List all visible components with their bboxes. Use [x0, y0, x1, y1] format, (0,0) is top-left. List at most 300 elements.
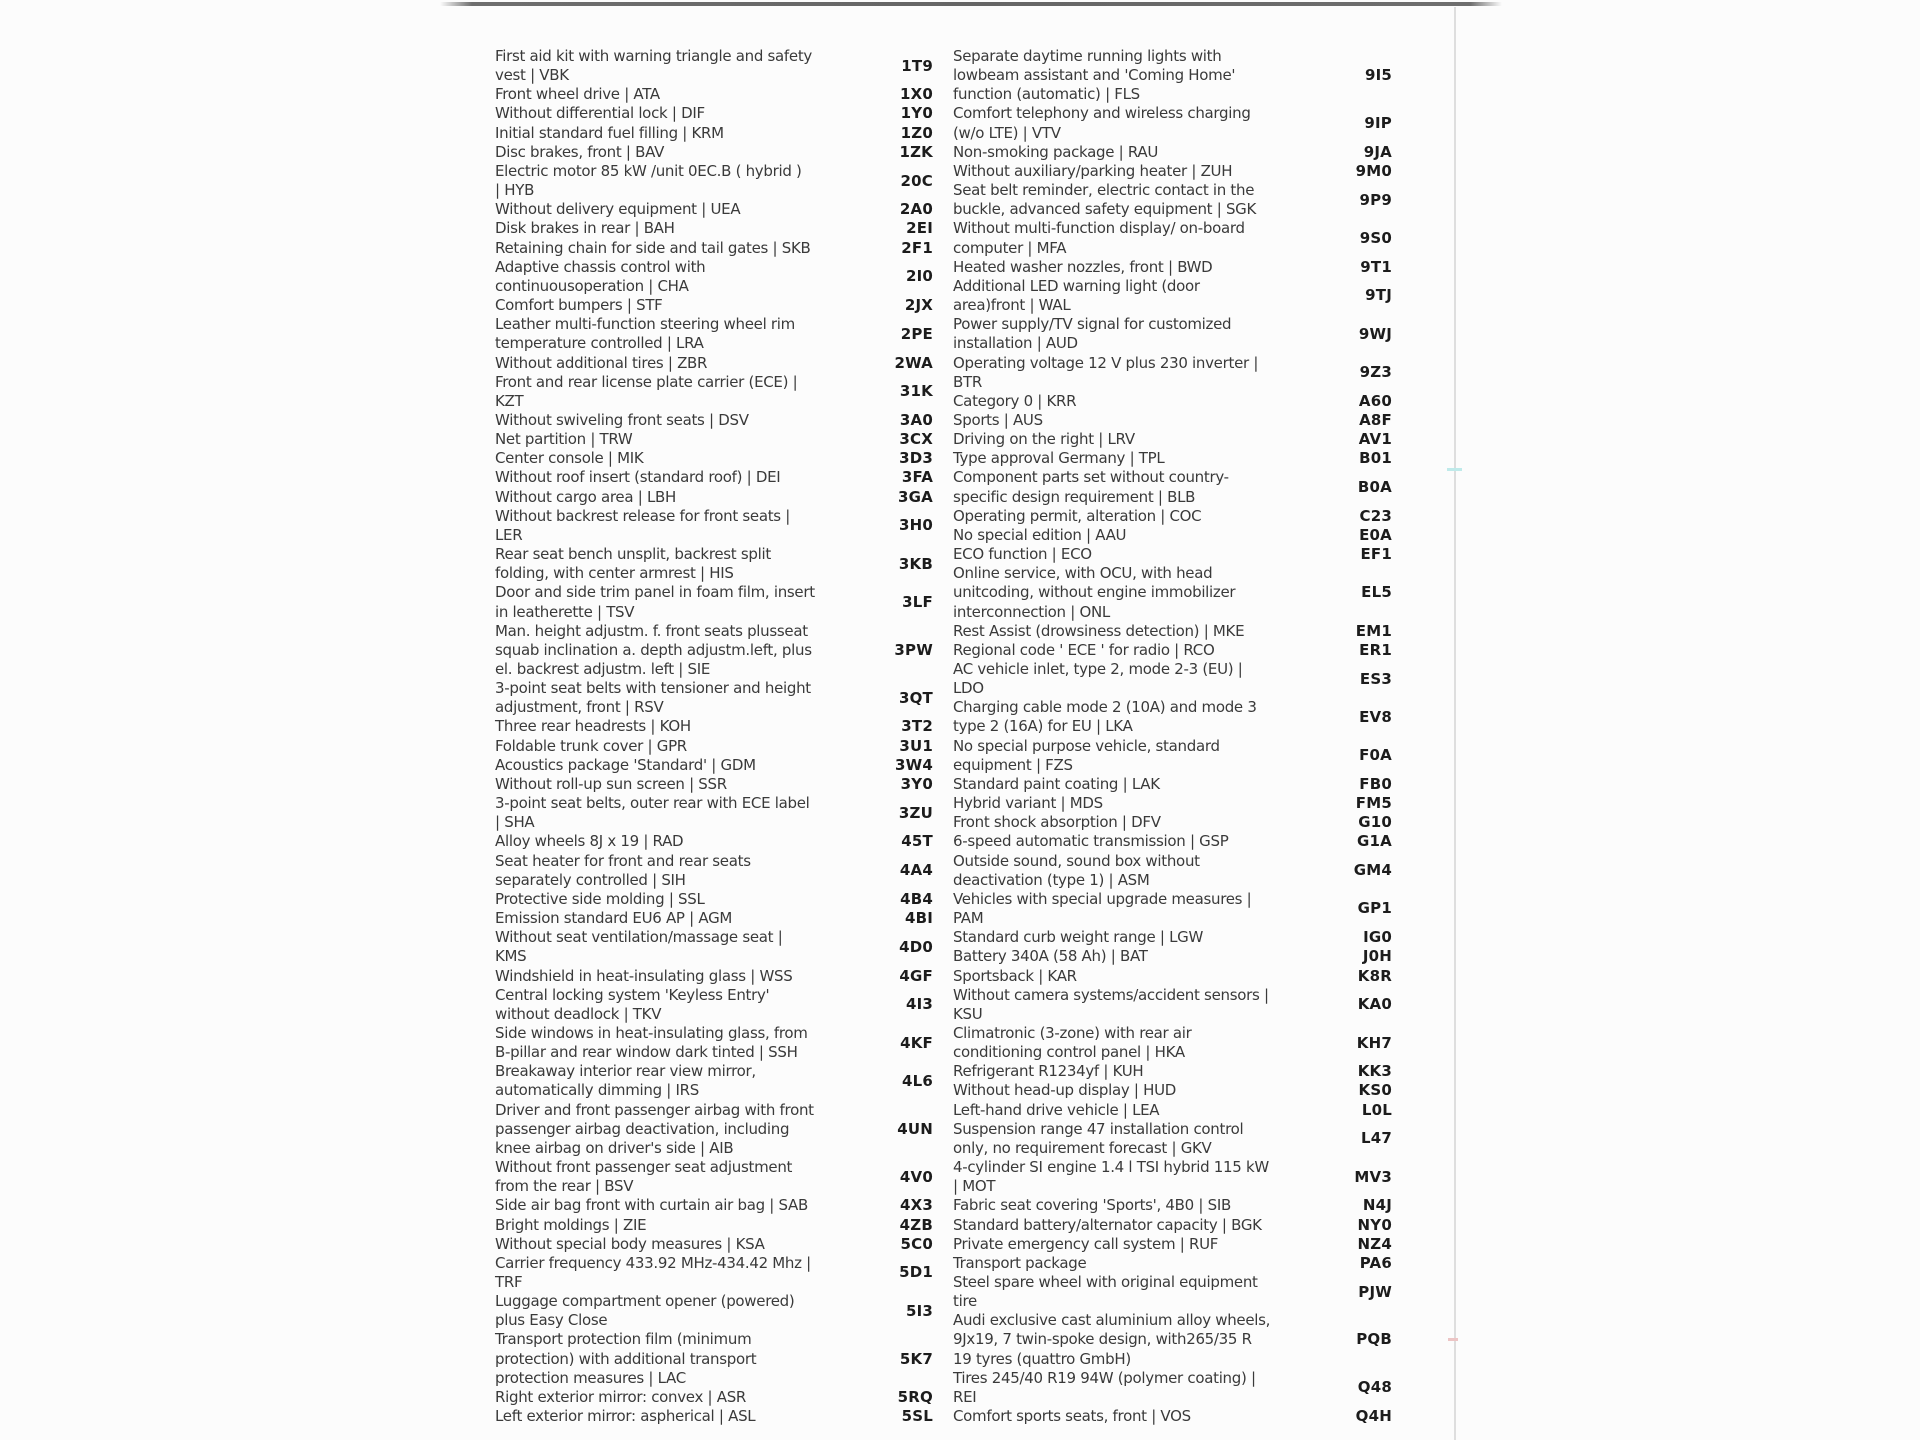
option-description	[953, 1101, 1257, 1120]
option-description-line: Audi exclusive cast aluminium alloy wheels,	[953, 1311, 1271, 1330]
option-code: IG0	[1363, 928, 1392, 947]
option-code: 2A0	[899, 200, 933, 219]
option-row	[495, 411, 933, 430]
option-description	[495, 1196, 808, 1215]
option-code: 2JX	[904, 296, 933, 315]
option-description	[953, 832, 1257, 851]
option-description-line: Charging cable mode 2 (10A) and mode 3	[953, 698, 1257, 717]
option-row	[953, 967, 1392, 986]
option-code: 9IP	[1364, 114, 1392, 133]
option-description	[953, 1196, 1257, 1215]
option-description-line: Protective side molding | SSL	[495, 889, 705, 908]
option-code: 3A0	[899, 410, 933, 429]
option-description-line: Climatronic (3-zone) with rear air	[953, 1023, 1192, 1042]
option-description-line: in leatherette | TSV	[495, 602, 635, 621]
option-row	[953, 162, 1392, 181]
option-row	[953, 354, 1392, 392]
option-description-line: without deadlock | TKV	[495, 1004, 662, 1023]
option-description-line: Without auxiliary/parking heater | ZUH	[953, 161, 1233, 180]
option-description-line: protection measures | LAC	[495, 1368, 686, 1387]
option-description-line: KSU	[953, 1004, 983, 1023]
option-description-line: 3-point seat belts with tensioner and height	[495, 679, 811, 698]
right-options-table	[953, 47, 1392, 1426]
option-row	[953, 1407, 1392, 1426]
option-code: 4X3	[899, 1196, 933, 1215]
option-code: ER1	[1359, 640, 1392, 659]
option-description	[953, 794, 1257, 813]
option-description	[495, 143, 799, 162]
page-fold-line	[1454, 7, 1456, 1440]
option-description-line: Without roll-up sun screen | SSR	[495, 774, 727, 793]
option-row	[953, 1081, 1392, 1100]
option-description-line: from the rear | BSV	[495, 1177, 634, 1196]
option-code: 9S0	[1359, 228, 1392, 247]
option-description	[953, 986, 1269, 1024]
option-description	[953, 1273, 1258, 1311]
option-code: 3QT	[898, 688, 933, 707]
option-row	[953, 219, 1392, 257]
option-description-line: Side air bag front with curtain air bag | SAB	[495, 1196, 808, 1215]
option-description-line: Three rear headrests | KOH	[495, 717, 691, 736]
option-description	[495, 430, 799, 449]
option-description	[495, 296, 799, 315]
option-description-line: Without additional tires | ZBR	[495, 353, 708, 372]
option-row	[495, 219, 933, 238]
option-row	[953, 277, 1392, 315]
option-code: J0H	[1362, 947, 1392, 966]
option-row	[953, 468, 1392, 506]
option-description	[495, 1062, 799, 1100]
option-row	[953, 986, 1392, 1024]
option-row	[495, 852, 933, 890]
option-description-line: | MOT	[953, 1177, 996, 1196]
option-row	[495, 679, 933, 717]
option-description-line: Suspension range 47 installation control	[953, 1119, 1244, 1138]
option-row	[495, 239, 933, 258]
option-description	[953, 1311, 1270, 1368]
option-row	[953, 545, 1392, 564]
option-code: B01	[1359, 449, 1392, 468]
option-row	[495, 258, 933, 296]
option-description	[495, 1292, 799, 1330]
option-row	[495, 909, 933, 928]
option-code: 3U1	[899, 736, 933, 755]
option-code: 9T1	[1360, 257, 1392, 276]
option-code: C23	[1359, 506, 1392, 525]
option-row	[953, 143, 1392, 162]
option-row	[495, 104, 933, 123]
option-description-line: Initial standard fuel filling | KRM	[495, 123, 724, 142]
option-row	[495, 622, 933, 679]
option-code: 20C	[900, 171, 933, 190]
option-description	[953, 430, 1257, 449]
option-description-line: No special purpose vehicle, standard	[953, 736, 1220, 755]
option-description-line: LER	[495, 525, 523, 544]
option-description-line: Rest Assist (drowsiness detection) | MKE	[953, 621, 1245, 640]
option-description	[953, 1120, 1257, 1158]
option-description-line: Power supply/TV signal for customized	[953, 315, 1232, 334]
option-row	[953, 1216, 1392, 1235]
option-code: 4V0	[899, 1167, 933, 1186]
option-code: 4KF	[900, 1033, 933, 1052]
option-code: 4B4	[900, 889, 933, 908]
option-description-line: Without head-up display | HUD	[953, 1081, 1177, 1100]
option-description	[495, 239, 811, 258]
option-row	[953, 1254, 1392, 1273]
option-description	[953, 890, 1257, 928]
option-description-line: Standard curb weight range | LGW	[953, 928, 1203, 947]
option-row	[495, 1407, 933, 1426]
option-row	[953, 794, 1392, 813]
option-description	[495, 219, 799, 238]
option-row	[495, 583, 933, 621]
option-description-line: Without front passenger seat adjustment	[495, 1158, 793, 1177]
option-description	[495, 852, 799, 890]
option-description	[495, 85, 799, 104]
option-description-line: Without swiveling front seats | DSV	[495, 410, 749, 429]
option-code: KK3	[1357, 1062, 1392, 1081]
option-description-line: Left-hand drive vehicle | LEA	[953, 1100, 1160, 1119]
option-description-line: ECO function | ECO	[953, 545, 1092, 564]
option-description-line: deactivation (type 1) | ASM	[953, 870, 1150, 889]
option-description-line: protection) with additional transport	[495, 1349, 757, 1368]
option-row	[953, 47, 1392, 104]
option-description-line: Driver and front passenger airbag with front	[495, 1100, 814, 1119]
option-row	[953, 660, 1392, 698]
option-row	[495, 986, 933, 1024]
option-code: 45T	[901, 832, 933, 851]
option-row	[953, 430, 1392, 449]
option-row	[495, 1330, 933, 1387]
option-row	[495, 545, 933, 583]
option-code: E0A	[1359, 525, 1392, 544]
option-row	[495, 200, 933, 219]
option-row	[495, 1216, 933, 1235]
option-description-line: Front wheel drive | ATA	[495, 85, 660, 104]
option-row	[495, 756, 933, 775]
option-description-line: Carrier frequency 433.92 MHz-434.42 Mhz |	[495, 1253, 811, 1272]
option-description	[953, 928, 1257, 947]
option-description-line: Online service, with OCU, with head	[953, 564, 1213, 583]
option-code: Q4H	[1355, 1407, 1392, 1426]
option-code: 4A4	[899, 861, 933, 880]
option-description-line: 9Jx19, 7 twin-spoke design, with265/35 R	[953, 1330, 1252, 1349]
option-code: 3D3	[899, 449, 933, 468]
option-row	[495, 717, 933, 736]
option-description	[953, 449, 1257, 468]
option-code: EL5	[1361, 583, 1392, 602]
option-description-line: Standard paint coating | LAK	[953, 774, 1160, 793]
option-description-line: 3-point seat belts, outer rear with ECE label	[495, 794, 810, 813]
option-description-line: AC vehicle inlet, type 2, mode 2-3 (EU) |	[953, 660, 1243, 678]
option-code: PJW	[1358, 1282, 1392, 1301]
option-code: N4J	[1362, 1196, 1392, 1215]
option-code: GP1	[1357, 899, 1392, 918]
option-description	[953, 219, 1257, 257]
option-code: 3Y0	[900, 774, 933, 793]
option-row	[495, 890, 933, 909]
option-description-line: Component parts set without country-	[953, 468, 1229, 487]
option-description-line: Fabric seat covering 'Sports', 4B0 | SIB	[953, 1196, 1231, 1215]
option-code: 1ZK	[899, 142, 933, 161]
option-description	[953, 507, 1257, 526]
option-row	[953, 564, 1392, 621]
option-description	[495, 775, 799, 794]
option-description-line: squab inclination a. depth adjustm.left, plus	[495, 640, 812, 659]
option-description-line: Vehicles with special upgrade measures |	[953, 889, 1252, 908]
option-description	[953, 622, 1257, 641]
option-description-line: Without special body measures | KSA	[495, 1234, 765, 1253]
option-description-line: Without differential lock | DIF	[495, 104, 705, 123]
option-description-line: | HYB	[495, 181, 535, 200]
option-description-line: B-pillar and rear window dark tinted | SSH	[495, 1043, 798, 1062]
option-row	[953, 928, 1392, 947]
option-description-line: Leather multi-function steering wheel rim	[495, 315, 795, 334]
option-description-line: Comfort bumpers | STF	[495, 296, 663, 315]
option-code: L47	[1360, 1129, 1392, 1148]
option-description	[495, 737, 799, 756]
option-description-line: Private emergency call system | RUF	[953, 1234, 1219, 1253]
option-description	[953, 775, 1257, 794]
option-description-line: 19 tyres (quattro GmbH)	[953, 1349, 1131, 1368]
option-description	[495, 967, 799, 986]
option-description-line: 4-cylinder SI engine 1.4 l TSI hybrid 115 kW	[953, 1158, 1269, 1177]
option-code: 4UN	[897, 1119, 933, 1138]
option-row	[953, 813, 1392, 832]
option-description-line: No special edition | AAU	[953, 525, 1127, 544]
option-description-line: Type approval Germany | TPL	[953, 449, 1165, 468]
option-description-line: vest | VBK	[495, 66, 569, 85]
option-description-line: conditioning control panel | HKA	[953, 1043, 1185, 1062]
option-description	[953, 526, 1257, 545]
option-code: 9WJ	[1358, 324, 1392, 343]
option-description	[953, 852, 1257, 890]
option-row	[953, 181, 1392, 219]
option-code: 2F1	[901, 238, 933, 257]
option-description	[495, 1158, 799, 1196]
option-description-line: Without roof insert (standard roof) | DEI	[495, 468, 781, 487]
option-code: MV3	[1354, 1167, 1392, 1186]
option-description-line: area)front | WAL	[953, 296, 1071, 315]
option-description-line: interconnection | ONL	[953, 602, 1110, 621]
option-row	[953, 1158, 1392, 1196]
option-description-line: Transport package	[953, 1253, 1087, 1272]
option-description-line: Rear seat bench unsplit, backrest split	[495, 545, 771, 564]
option-description-line: Comfort sports seats, front | VOS	[953, 1407, 1191, 1426]
option-description	[953, 641, 1257, 660]
option-description	[495, 756, 799, 775]
option-row	[953, 947, 1392, 966]
option-code: 4BI	[904, 909, 933, 928]
option-row	[495, 1196, 933, 1215]
option-code: 3H0	[898, 516, 933, 535]
option-code: 2PE	[900, 324, 933, 343]
option-description-line: Sportsback | KAR	[953, 966, 1077, 985]
scan-top-edge-artifact	[440, 2, 1502, 6]
option-code: 5RQ	[897, 1387, 933, 1406]
option-row	[495, 449, 933, 468]
option-code: 4ZB	[899, 1215, 933, 1234]
option-description-line: | SHA	[495, 813, 535, 832]
option-description	[953, 698, 1257, 736]
option-code: KH7	[1356, 1033, 1392, 1052]
option-code: 3GA	[898, 487, 933, 506]
option-code: 3KB	[898, 554, 933, 573]
option-row	[953, 890, 1392, 928]
option-row	[495, 1388, 933, 1407]
option-description	[953, 545, 1257, 564]
option-description	[495, 1254, 811, 1292]
option-description	[953, 162, 1257, 181]
option-code: B0A	[1357, 478, 1392, 497]
option-description	[495, 890, 799, 909]
option-code: 3T2	[901, 717, 933, 736]
option-description	[953, 1158, 1269, 1196]
option-row	[495, 468, 933, 487]
option-description	[953, 181, 1257, 219]
option-description	[495, 162, 802, 200]
option-row	[495, 143, 933, 162]
option-description-line: computer | MFA	[953, 238, 1067, 257]
option-description-line: Steel spare wheel with original equipment	[953, 1273, 1258, 1291]
option-row	[495, 775, 933, 794]
option-description-line: Without backrest release for front seats |	[495, 506, 791, 525]
option-code: FM5	[1355, 794, 1392, 813]
option-row	[953, 1235, 1392, 1254]
option-row	[495, 1062, 933, 1100]
option-description	[495, 717, 799, 736]
option-row	[953, 1196, 1392, 1215]
option-description-line: Adaptive chassis control with	[495, 257, 706, 276]
option-row	[495, 354, 933, 373]
option-description-line: Without delivery equipment | UEA	[495, 200, 741, 219]
option-description-line: Disk brakes in rear | BAH	[495, 219, 675, 238]
option-description	[953, 392, 1257, 411]
option-description-line: Additional LED warning light (door	[953, 276, 1200, 295]
option-description-line: Emission standard EU6 AP | AGM	[495, 909, 733, 928]
option-row	[495, 967, 933, 986]
option-row	[953, 1273, 1392, 1311]
option-description	[495, 1216, 799, 1235]
option-description	[953, 1081, 1257, 1100]
option-row	[495, 162, 933, 200]
option-row	[495, 488, 933, 507]
option-description	[953, 258, 1257, 277]
option-description	[495, 832, 799, 851]
option-description-line: Without cargo area | LBH	[495, 487, 676, 506]
option-row	[953, 775, 1392, 794]
option-code: A60	[1358, 391, 1392, 410]
option-code: 5I3	[905, 1301, 933, 1320]
option-description	[495, 1101, 814, 1158]
option-code: 4I3	[905, 995, 933, 1014]
option-description-line: Seat belt reminder, electric contact in the	[953, 181, 1255, 200]
option-code: EM1	[1355, 621, 1392, 640]
option-description-line: Refrigerant R1234yf | KUH	[953, 1062, 1144, 1081]
option-description-line: folding, with center armrest | HIS	[495, 564, 734, 583]
option-description-line: Disc brakes, front | BAV	[495, 142, 665, 161]
option-description	[495, 373, 799, 411]
option-row	[495, 47, 933, 85]
option-description	[495, 449, 799, 468]
option-row	[953, 622, 1392, 641]
option-description	[495, 468, 799, 487]
option-code: 2WA	[894, 353, 933, 372]
option-code: KA0	[1357, 995, 1392, 1014]
option-description	[495, 104, 799, 123]
option-description-line: PAM	[953, 909, 984, 928]
option-code: 9Z3	[1359, 363, 1392, 382]
option-description	[495, 928, 799, 966]
option-description-line: installation | AUD	[953, 334, 1078, 353]
option-row	[495, 1101, 933, 1158]
option-description	[495, 1330, 799, 1387]
option-code: G1A	[1357, 832, 1392, 851]
option-code: L0L	[1361, 1100, 1392, 1119]
option-description	[495, 354, 799, 373]
option-description	[495, 200, 799, 219]
option-code: ES3	[1359, 669, 1392, 688]
option-row	[953, 392, 1392, 411]
option-code: Q48	[1357, 1378, 1392, 1397]
option-description-line: type 2 (16A) for EU | LKA	[953, 717, 1133, 736]
option-code: 3FA	[901, 468, 933, 487]
option-code: PQB	[1356, 1330, 1392, 1349]
option-description	[495, 315, 799, 353]
option-description-line: Non-smoking package | RAU	[953, 142, 1159, 161]
option-code: 9I5	[1364, 66, 1392, 85]
option-row	[953, 1062, 1392, 1081]
option-description-line: Man. height adjustm. f. front seats plusseat	[495, 621, 808, 640]
option-description	[495, 124, 799, 143]
option-code: 5C0	[900, 1234, 933, 1253]
option-code: 3ZU	[898, 803, 933, 822]
option-row	[953, 852, 1392, 890]
option-code: 31K	[899, 382, 933, 401]
option-code: 9M0	[1355, 161, 1392, 180]
option-description	[953, 1024, 1257, 1062]
option-description	[495, 1388, 799, 1407]
option-description	[953, 315, 1257, 353]
option-row	[953, 507, 1392, 526]
option-description-line: Tires 245/40 R19 94W (polymer coating) |	[953, 1368, 1256, 1387]
option-code: 3LF	[902, 592, 933, 611]
option-row	[953, 641, 1392, 660]
option-description-line: First aid kit with warning triangle and safety	[495, 47, 812, 65]
option-description-line: Seat heater for front and rear seats	[495, 851, 751, 870]
option-row	[953, 315, 1392, 353]
option-row	[953, 1311, 1392, 1368]
option-description-line: el. backrest adjustm. left | SIE	[495, 660, 711, 678]
option-description	[953, 411, 1257, 430]
option-row	[495, 737, 933, 756]
option-description-line: Battery 340A (58 Ah) | BAT	[953, 947, 1148, 966]
option-description-line: Door and side trim panel in foam film, insert	[495, 583, 815, 602]
option-row	[495, 1235, 933, 1254]
option-description-line: Heated washer nozzles, front | BWD	[953, 257, 1213, 276]
option-description-line: Operating voltage 12 V plus 230 inverter |	[953, 353, 1259, 372]
option-description	[953, 813, 1257, 832]
option-code: 4L6	[901, 1071, 933, 1090]
option-description	[495, 986, 799, 1024]
option-description-line: LDO	[953, 679, 984, 698]
option-description-line: KMS	[495, 947, 527, 966]
option-description-line: 6-speed automatic transmission | GSP	[953, 832, 1229, 851]
option-description-line: Front and rear license plate carrier (ECE) |	[495, 372, 798, 391]
option-code: EF1	[1360, 545, 1392, 564]
option-code: AV1	[1358, 430, 1392, 449]
option-code: 9JA	[1363, 142, 1392, 161]
